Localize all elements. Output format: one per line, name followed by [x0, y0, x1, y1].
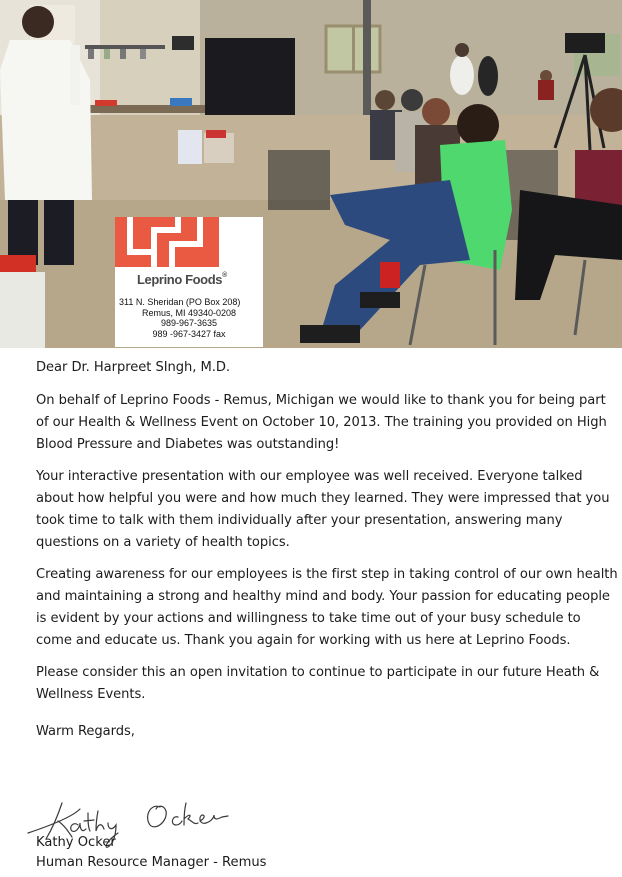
letter-paragraph: Your interactive presentation with our employee was well received. Everyone talked about how helpful you were and how much they learned. They were impressed that you took time to talk with them individually after your presentation, answering many questions on a variety of health topics.: [36, 469, 610, 550]
fax-line: 989 -967-3427 fax: [152, 328, 226, 339]
letter-closing: Warm Regards,: [36, 724, 135, 739]
logo-address-block: [115, 297, 263, 339]
logo-wordmark: Leprino Foods®: [137, 272, 227, 287]
signer-title: Human Resource Manager - Remus: [36, 855, 267, 870]
letter-paragraph: Please consider this an open invitation to continue to participate in our future Heath & Wellness Events.: [36, 665, 600, 702]
letter-greeting: Dear Dr. Harpreet SIngh, M.D.: [36, 360, 231, 375]
letter-paragraph: Creating awareness for our employees is the first step in taking control of our own health and maintaining a strong and healthy mind and body. Your passion for educating people is evident by your actions and willingness to take time out of your busy schedule to come and educate us. Thank you again for working with us here at Leprino Foods.: [36, 567, 618, 648]
leprino-logo-card: [115, 217, 263, 347]
event-photo-scene: [0, 0, 622, 348]
address-line: 311 N. Sheridan (PO Box 208): [119, 297, 241, 307]
phone-line: 989-967-3635: [160, 318, 218, 328]
letter-paragraph: On behalf of Leprino Foods - Remus, Michigan we would like to thank you for being part of our Health & Wellness Event on October 10, 2013. The training you provided on High Blood Pressure and Diabetes was outstanding!: [36, 393, 607, 452]
address-line: Remus, MI 49340-0208: [141, 307, 237, 318]
signer-name: Kathy Ocker: [36, 835, 116, 850]
event-photo: [0, 0, 622, 348]
leprino-logo-mark-icon: [115, 217, 219, 267]
registered-mark: ®: [222, 272, 227, 279]
thank-you-letter: [36, 357, 618, 743]
